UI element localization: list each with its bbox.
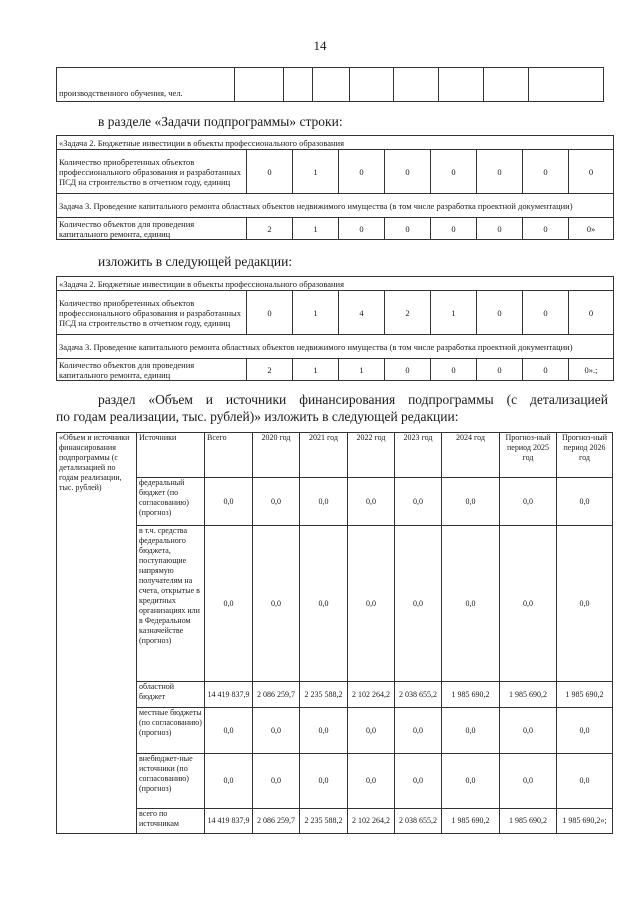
- finance-value: 0,0: [442, 708, 500, 754]
- finance-value: 2 235 588,2: [300, 809, 348, 834]
- finance-value: 0,0: [348, 708, 395, 754]
- finance-header: Прогноз-ный период 2026 год: [557, 433, 613, 478]
- finance-value: 0,0: [205, 478, 253, 526]
- finance-value: 0,0: [500, 754, 557, 809]
- finance-value: 0,0: [300, 526, 348, 682]
- old-task2-heading: «Задача 2. Бюджетные инвестиции в объекты профессионального образования: [57, 136, 614, 150]
- finance-value: 0,0: [253, 754, 300, 809]
- finance-header: 2020 год: [253, 433, 300, 478]
- finance-value: 2 235 588,2: [300, 682, 348, 708]
- section-paragraph-line-2: по годам реализации, тыс. рублей)» изложить в следующей редакции:: [56, 409, 459, 424]
- finance-value: 0,0: [395, 754, 442, 809]
- old-row2-value: 2: [247, 218, 293, 240]
- old-row2-value: 0: [523, 218, 569, 240]
- finance-value: 1 985 690,2: [500, 682, 557, 708]
- old-row1-value: 0: [569, 150, 614, 194]
- new-row1-label: Количество приобретенных объектов профессионального образования и разработанных ПСД на строительство в отчетном году, единиц: [57, 291, 247, 335]
- finance-value: 0,0: [253, 708, 300, 754]
- finance-value: 0,0: [300, 708, 348, 754]
- finance-value: 0,0: [500, 478, 557, 526]
- old-row2-value: 0: [477, 218, 523, 240]
- old-row1-label: Количество приобретенных объектов профессионального образования и разработанных ПСД на строительство в отчетном году, единиц: [57, 150, 247, 194]
- new-task3-heading: Задача 3. Проведение капитального ремонта областных объектов недвижимого имущества (в том числе разработка проектной документации): [57, 335, 614, 359]
- old-row1-value: 0: [385, 150, 431, 194]
- new-row2-value: 1: [339, 359, 385, 381]
- finance-value: 14 419 837,9: [205, 682, 253, 708]
- old-row1-value: 0: [523, 150, 569, 194]
- finance-value: 1 985 690,2»;: [557, 809, 613, 834]
- new-row2-value: 0: [385, 359, 431, 381]
- old-task3-heading: Задача 3. Проведение капитального ремонта областных объектов недвижимого имущества (в том числе разработка проектной документации): [57, 194, 614, 218]
- finance-value: 0,0: [500, 526, 557, 682]
- old-row1-value: 0: [339, 150, 385, 194]
- new-row2-value: 0».;: [569, 359, 614, 381]
- finance-source: областной бюджет: [137, 682, 205, 708]
- new-row1-value: 0: [477, 291, 523, 335]
- finance-value: 0,0: [557, 754, 613, 809]
- finance-source: местные бюджеты (по согласованию) (прогноз): [137, 708, 205, 754]
- finance-source: всего по источникам: [137, 809, 205, 834]
- finance-value: 0,0: [557, 478, 613, 526]
- finance-value: 0,0: [500, 708, 557, 754]
- finance-source: внебюджет-ные источники (по согласованию) (прогноз): [137, 754, 205, 809]
- finance-value: 0,0: [395, 526, 442, 682]
- finance-value: 2 102 264,2: [348, 809, 395, 834]
- finance-value: 2 086 259,7: [253, 809, 300, 834]
- finance-header: 2024 год: [442, 433, 500, 478]
- finance-header: Источники: [137, 433, 205, 478]
- old-row1-value: 0: [477, 150, 523, 194]
- new-row1-value: 1: [431, 291, 477, 335]
- finance-value: 1 985 690,2: [442, 682, 500, 708]
- finance-value: 0,0: [348, 754, 395, 809]
- new-row2-value: 0: [477, 359, 523, 381]
- new-task2-heading: «Задача 2. Бюджетные инвестиции в объекты профессионального образования: [57, 277, 614, 291]
- finance-value: 0,0: [557, 526, 613, 682]
- intro-paragraph-1: в разделе «Задачи подпрограммы» строки:: [98, 114, 343, 129]
- finance-value: 2 102 264,2: [348, 682, 395, 708]
- new-row1-value: 4: [339, 291, 385, 335]
- finance-value: 0,0: [442, 754, 500, 809]
- section-paragraph-line-1: раздел «Объем и источники финансирования подпрограммы (с детализацией: [98, 392, 608, 407]
- finance-value: 0,0: [205, 754, 253, 809]
- finance-value: 0,0: [205, 708, 253, 754]
- new-row1-value: 0: [569, 291, 614, 335]
- finance-value: 0,0: [395, 478, 442, 526]
- old-row2-value: 0: [385, 218, 431, 240]
- top-table-label: производственного обучения, чел.: [57, 68, 235, 102]
- finance-table: [56, 432, 613, 834]
- finance-value: 1 985 690,2: [557, 682, 613, 708]
- old-row2-value: 0: [339, 218, 385, 240]
- new-row1-value: 0: [523, 291, 569, 335]
- finance-value: 0,0: [300, 754, 348, 809]
- finance-source: в т.ч. средства федерального бюджета, поступающие напрямую получателям на счета, открытые в кредитных организациях или в Федеральном казначействе (прогноз): [137, 526, 205, 682]
- old-row1-value: 1: [293, 150, 339, 194]
- new-row2-label: Количество объектов для проведения капитального ремонта, единиц: [57, 359, 247, 381]
- finance-value: 0,0: [395, 708, 442, 754]
- old-row2-value: 0»: [569, 218, 614, 240]
- finance-value: 0,0: [205, 526, 253, 682]
- intro-paragraph-2: изложить в следующей редакции:: [98, 254, 293, 269]
- new-row2-value: 0: [431, 359, 477, 381]
- finance-title-cell: «Объем и источники финансирования подпрограммы (с детализацией по годам реализации, тыс. рублей): [57, 433, 137, 834]
- finance-value: 14 419 837,9: [205, 809, 253, 834]
- finance-header: Всего: [205, 433, 253, 478]
- old-row1-value: 0: [431, 150, 477, 194]
- old-tasks-table: [56, 135, 614, 240]
- finance-value: 2 038 655,2: [395, 682, 442, 708]
- top-table: [56, 67, 604, 102]
- finance-header: 2022 год: [348, 433, 395, 478]
- new-row2-value: 0: [523, 359, 569, 381]
- finance-value: 0,0: [557, 708, 613, 754]
- old-row2-label: Количество объектов для проведения капитального ремонта, единиц: [57, 218, 247, 240]
- new-row1-value: 0: [247, 291, 293, 335]
- finance-value: 0,0: [442, 478, 500, 526]
- page-number: 14: [313, 38, 327, 53]
- old-row1-value: 0: [247, 150, 293, 194]
- finance-header: Прогноз-ный период 2025 год: [500, 433, 557, 478]
- new-row2-value: 1: [293, 359, 339, 381]
- finance-value: 0,0: [300, 478, 348, 526]
- new-row1-value: 2: [385, 291, 431, 335]
- finance-value: 0,0: [348, 526, 395, 682]
- finance-source: федеральный бюджет (по согласованию) (прогноз): [137, 478, 205, 526]
- old-row2-value: 1: [293, 218, 339, 240]
- finance-value: 0,0: [348, 478, 395, 526]
- finance-value: 0,0: [253, 526, 300, 682]
- finance-value: 2 038 655,2: [395, 809, 442, 834]
- finance-header: 2023 год: [395, 433, 442, 478]
- finance-header: 2021 год: [300, 433, 348, 478]
- new-tasks-table: [56, 276, 614, 381]
- finance-value: 1 985 690,2: [500, 809, 557, 834]
- new-row2-value: 2: [247, 359, 293, 381]
- finance-value: 1 985 690,2: [442, 809, 500, 834]
- finance-value: 0,0: [253, 478, 300, 526]
- finance-value: 2 086 259,7: [253, 682, 300, 708]
- new-row1-value: 1: [293, 291, 339, 335]
- finance-value: 0,0: [442, 526, 500, 682]
- old-row2-value: 0: [431, 218, 477, 240]
